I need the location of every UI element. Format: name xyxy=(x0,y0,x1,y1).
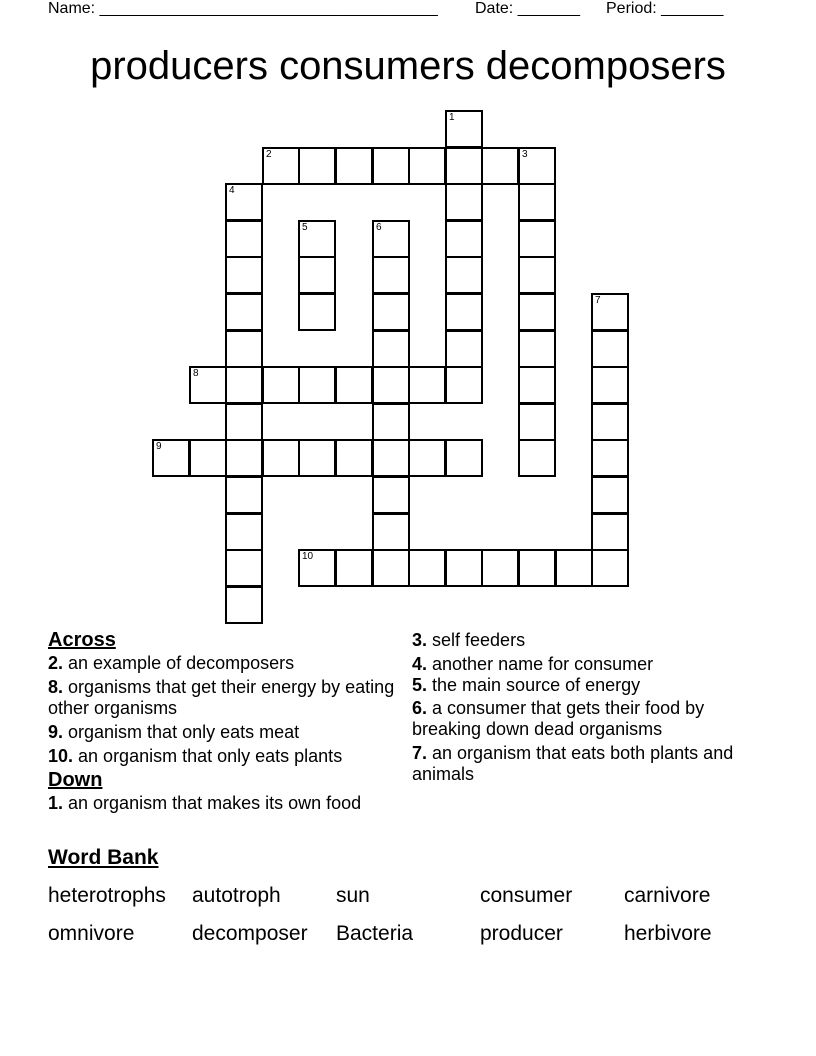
crossword-cell[interactable] xyxy=(372,476,410,514)
crossword-cell[interactable] xyxy=(555,549,593,587)
crossword-cell[interactable] xyxy=(445,110,483,148)
crossword-cell[interactable] xyxy=(445,293,483,331)
crossword-cell[interactable] xyxy=(298,439,336,477)
cell-number: 8 xyxy=(193,368,199,379)
crossword-cell[interactable] xyxy=(518,220,556,258)
cell-number: 3 xyxy=(522,149,528,160)
crossword-cell[interactable] xyxy=(408,549,446,587)
name-field: Name: ______________________________________ xyxy=(48,0,438,17)
crossword-cell[interactable] xyxy=(225,513,263,551)
crossword-cell[interactable] xyxy=(518,549,556,587)
crossword-cell[interactable] xyxy=(372,220,410,258)
crossword-cell[interactable] xyxy=(518,403,556,441)
word-bank-word: decomposer xyxy=(192,922,308,945)
clue-across-9: 9. organism that only eats meat xyxy=(48,722,300,742)
word-bank-word: autotroph xyxy=(192,884,281,907)
crossword-cell[interactable] xyxy=(225,586,263,624)
crossword-cell[interactable] xyxy=(298,549,336,587)
clue-across-8: 8. organisms that get their energy by eating other organisms xyxy=(48,677,395,718)
crossword-cell[interactable] xyxy=(591,293,629,331)
crossword-cell[interactable] xyxy=(408,439,446,477)
clue-down-3: 3. self feeders xyxy=(412,630,526,650)
crossword-cell[interactable] xyxy=(189,439,227,477)
crossword-cell[interactable] xyxy=(225,293,263,331)
crossword-cell[interactable] xyxy=(591,513,629,551)
word-bank-word: heterotrophs xyxy=(48,884,166,907)
clues-right-column xyxy=(412,630,762,788)
crossword-cell[interactable] xyxy=(225,549,263,587)
crossword-cell[interactable] xyxy=(225,256,263,294)
crossword-cell[interactable] xyxy=(372,513,410,551)
crossword-cell[interactable] xyxy=(518,256,556,294)
crossword-cell[interactable] xyxy=(189,366,227,404)
crossword-cell[interactable] xyxy=(372,330,410,368)
cell-number: 9 xyxy=(156,441,162,452)
crossword-cell[interactable] xyxy=(335,439,373,477)
crossword-cell[interactable] xyxy=(445,366,483,404)
cell-number: 5 xyxy=(302,222,308,233)
crossword-cell[interactable] xyxy=(372,366,410,404)
crossword-cell[interactable] xyxy=(445,330,483,368)
clue-down-5: 5. the main source of energy xyxy=(412,675,641,695)
crossword-cell[interactable] xyxy=(445,147,483,185)
crossword-cell[interactable] xyxy=(518,366,556,404)
crossword-cell[interactable] xyxy=(298,256,336,294)
crossword-cell[interactable] xyxy=(298,366,336,404)
crossword-cell[interactable] xyxy=(591,403,629,441)
crossword-cell[interactable] xyxy=(262,366,300,404)
crossword-cell[interactable] xyxy=(445,549,483,587)
word-bank-word: consumer xyxy=(480,884,573,907)
crossword-cell[interactable] xyxy=(298,293,336,331)
crossword-cell[interactable] xyxy=(225,439,263,477)
crossword-cell[interactable] xyxy=(408,366,446,404)
crossword-cell[interactable] xyxy=(372,549,410,587)
crossword-cell[interactable] xyxy=(152,439,190,477)
word-bank-title: Word Bank xyxy=(48,846,159,869)
date-field: Date: _______ xyxy=(475,0,580,17)
period-field: Period: _______ xyxy=(606,0,724,17)
crossword-cell[interactable] xyxy=(591,330,629,368)
cell-number: 6 xyxy=(376,222,382,233)
crossword-cell[interactable] xyxy=(335,366,373,404)
crossword-cell[interactable] xyxy=(225,183,263,221)
word-bank-word: herbivore xyxy=(624,922,712,945)
clue-down-7: 7. an organism that eats both plants and animals xyxy=(412,743,734,784)
across-heading: Across xyxy=(48,629,116,651)
crossword-cell[interactable] xyxy=(591,549,629,587)
crossword-cell[interactable] xyxy=(518,183,556,221)
crossword-cell[interactable] xyxy=(372,293,410,331)
crossword-cell[interactable] xyxy=(408,147,446,185)
crossword-cell[interactable] xyxy=(372,147,410,185)
crossword-cell[interactable] xyxy=(372,439,410,477)
crossword-cell[interactable] xyxy=(372,403,410,441)
crossword-cell[interactable] xyxy=(481,549,519,587)
word-bank-word: sun xyxy=(336,884,370,907)
crossword-cell[interactable] xyxy=(225,476,263,514)
crossword-cell[interactable] xyxy=(225,220,263,258)
clues-left-column xyxy=(48,628,398,817)
word-bank-word: carnivore xyxy=(624,884,711,907)
crossword-cell[interactable] xyxy=(518,330,556,368)
crossword-cell[interactable] xyxy=(298,220,336,258)
cell-number: 2 xyxy=(266,149,272,160)
crossword-cell[interactable] xyxy=(335,147,373,185)
crossword-cell[interactable] xyxy=(445,220,483,258)
cell-number: 7 xyxy=(595,295,601,306)
word-bank-word: omnivore xyxy=(48,922,135,945)
crossword-cell[interactable] xyxy=(518,147,556,185)
crossword-cell[interactable] xyxy=(591,366,629,404)
down-heading: Down xyxy=(48,769,103,791)
crossword-cell[interactable] xyxy=(225,403,263,441)
crossword-cell[interactable] xyxy=(262,439,300,477)
crossword-cell[interactable] xyxy=(518,293,556,331)
crossword-cell[interactable] xyxy=(225,366,263,404)
crossword-cell[interactable] xyxy=(591,476,629,514)
crossword-cell[interactable] xyxy=(481,147,519,185)
crossword-cell[interactable] xyxy=(335,549,373,587)
crossword-cell[interactable] xyxy=(591,439,629,477)
clue-down-6: 6. a consumer that gets their food by breaking down dead organisms xyxy=(412,698,705,739)
cell-number: 1 xyxy=(449,112,455,123)
cell-number: 4 xyxy=(229,185,235,196)
crossword-cell[interactable] xyxy=(262,147,300,185)
word-bank-word: Bacteria xyxy=(336,922,414,945)
crossword-cell[interactable] xyxy=(445,183,483,221)
crossword-cell[interactable] xyxy=(298,147,336,185)
clue-down-4: 4. another name for consumer xyxy=(412,654,654,674)
clue-down-1: 1. an organism that makes its own food xyxy=(48,793,362,813)
clue-across-2: 2. an example of decomposers xyxy=(48,653,295,673)
word-bank-word: producer xyxy=(480,922,563,945)
clue-across-10: 10. an organism that only eats plants xyxy=(48,746,343,766)
crossword-cell[interactable] xyxy=(372,256,410,294)
crossword-cell[interactable] xyxy=(445,256,483,294)
crossword-cell[interactable] xyxy=(225,330,263,368)
crossword-cell[interactable] xyxy=(518,439,556,477)
crossword-cell[interactable] xyxy=(445,439,483,477)
puzzle-title: producers consumers decomposers xyxy=(90,44,726,88)
cell-number: 10 xyxy=(302,551,314,562)
